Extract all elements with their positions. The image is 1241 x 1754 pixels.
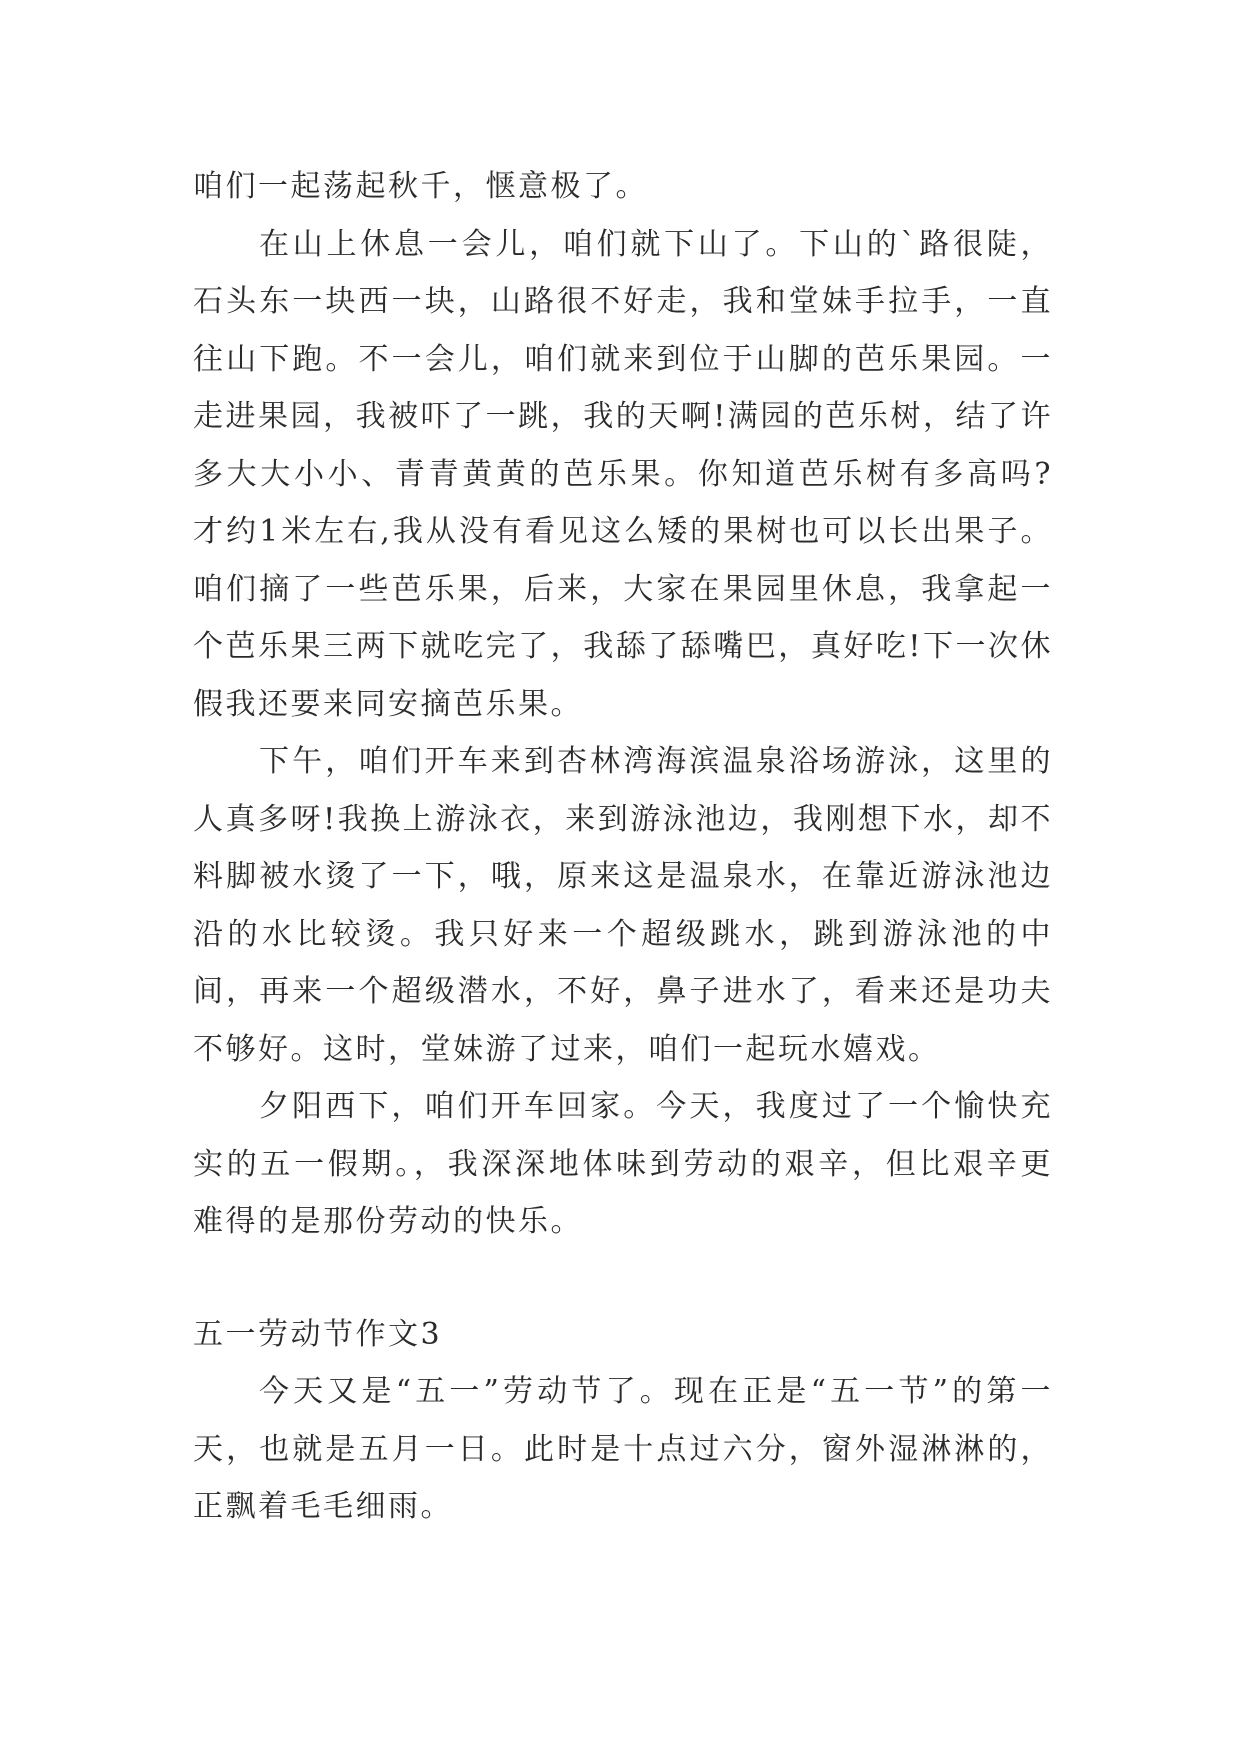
document-body [193, 158, 1053, 1536]
paragraph-hot-spring: 下午，咱们开车来到杏林湾海滨温泉浴场游泳，这里的人真多呀!我换上游泳衣，来到游泳池边，我刚想下水，却不料脚被水烫了一下，哦，原来这是温泉水，在靠近游泳池边沿的水比较烫。我只好来一个超级跳水，跳到游泳池的中间，再来一个超级潜水，不好，鼻子进水了，看来还是功夫不够好。这时，堂妹游了过来，咱们一起玩水嬉戏。 [193, 744, 1053, 1067]
paragraph-sunset: 夕阳西下，咱们开车回家。今天，我度过了一个愉快充实的五一假期。，我深深地体味到劳动的艰辛，但比艰辛更难得的是那份劳动的快乐。 [193, 1089, 1053, 1239]
paragraph-mountain-orchard: 在山上休息一会儿，咱们就下山了。下山的`路很陡，石头东一块西一块，山路很不好走，我和堂妹手拉手，一直往山下跑。不一会儿，咱们就来到位于山脚的芭乐果园。一走进果园，我被吓了一跳，我的天啊!满园的芭乐树，结了许多大大小小、青青黄黄的芭乐果。你知道芭乐树有多高吗?才约1米左右,我从没有看见这么矮的果树也可以长出果子。咱们摘了一些芭乐果，后来，大家在果园里休息，我拿起一个芭乐果三两下就吃完了，我舔了舔嘴巴，真好吃!下一次休假我还要来同安摘芭乐果。 [193, 226, 1053, 722]
section-heading: 五一劳动节作文3 [193, 1316, 443, 1352]
paragraph-continuation: 咱们一起荡起秋千，惬意极了。 [193, 169, 648, 204]
paragraph-may-day: 今天又是“五一”劳动节了。现在正是“五一节”的第一天，也就是五月一日。此时是十点过六分，窗外湿淋淋的，正飘着毛毛细雨。 [193, 1374, 1053, 1524]
